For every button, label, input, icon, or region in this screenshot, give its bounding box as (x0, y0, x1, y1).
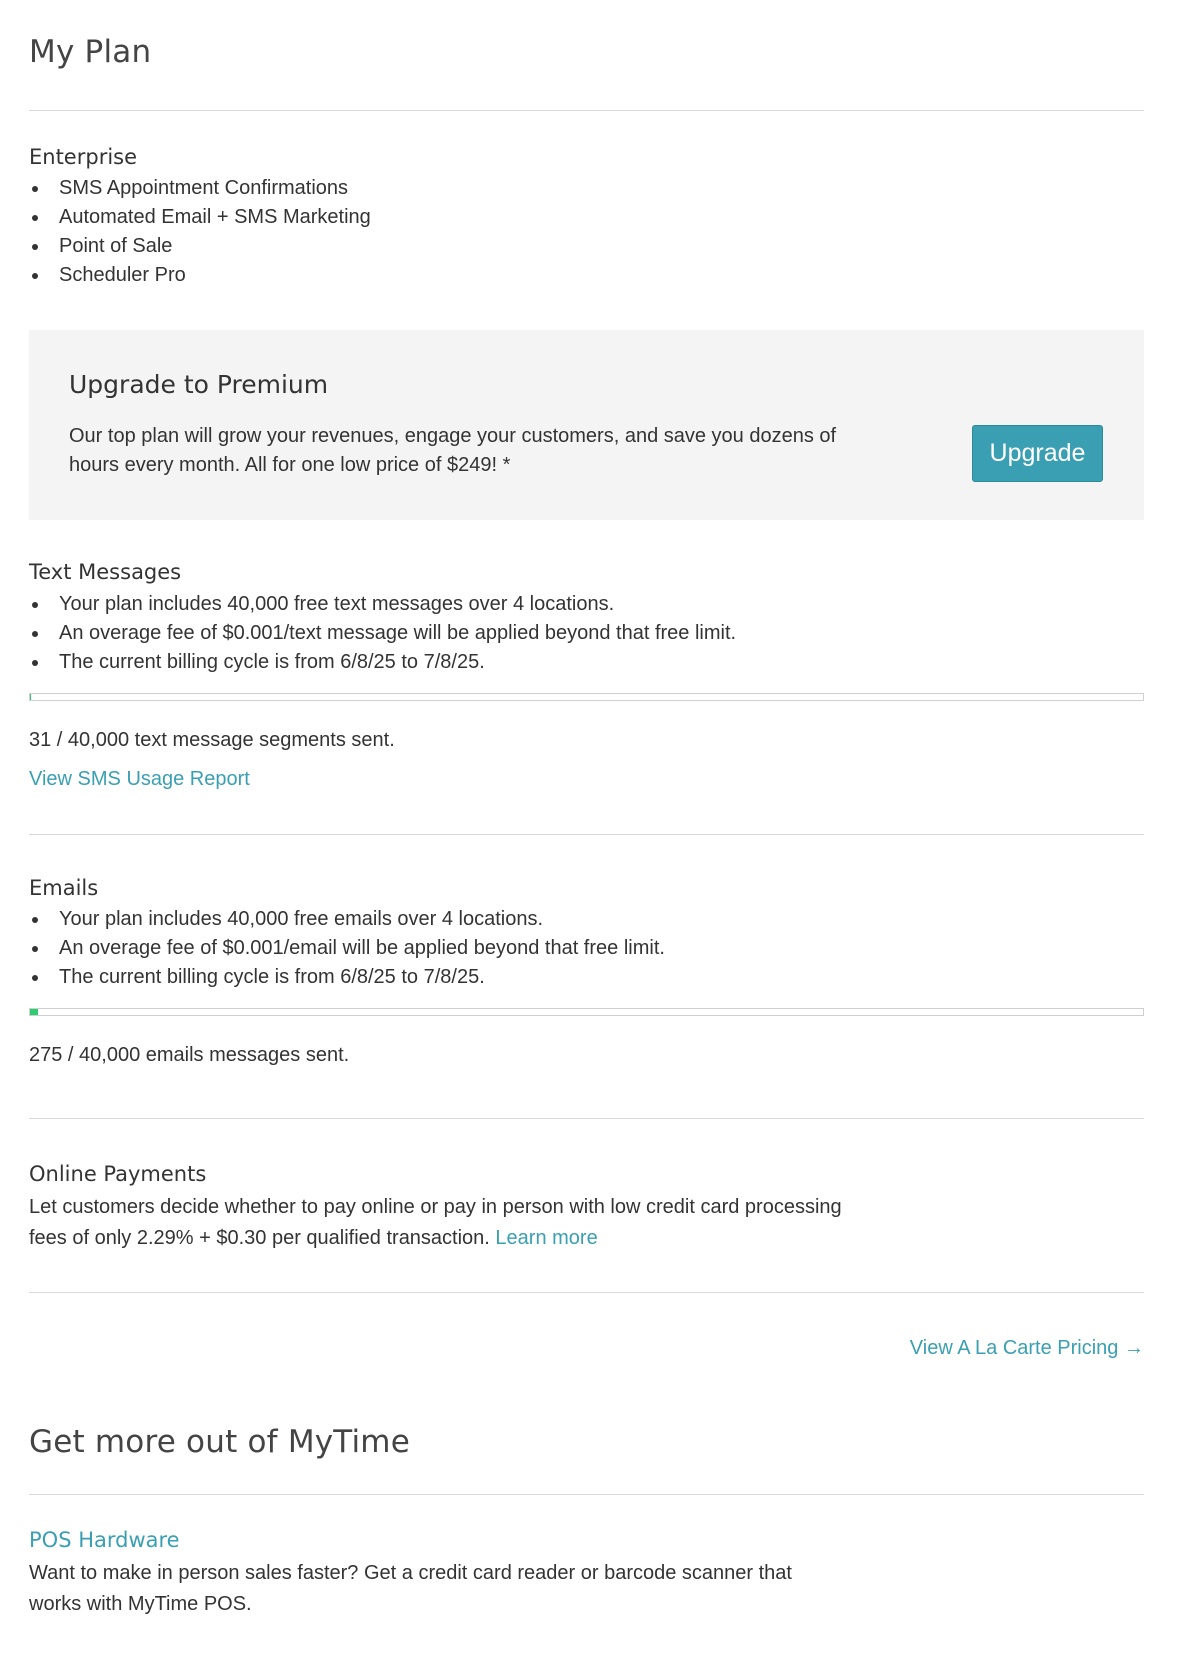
list-item (29, 619, 1029, 648)
bullet-icon (32, 946, 38, 952)
emails-info-list (29, 905, 1029, 992)
plan-feature-list (29, 174, 929, 290)
divider (29, 1118, 1144, 1119)
upgrade-title: Upgrade to Premium (69, 370, 329, 399)
bullet-icon (32, 602, 38, 608)
plan-feature-item (29, 174, 929, 203)
bullet-icon (32, 273, 38, 279)
list-item-text: Your plan includes 40,000 free text messages over 4 locations. (59, 593, 615, 615)
plan-feature-item (29, 261, 929, 290)
upgrade-description: Our top plan will grow your revenues, engage your customers, and save you dozens of hours every month. All for one low price of $249! * (69, 425, 837, 476)
divider (29, 834, 1144, 835)
emails-title: Emails (29, 876, 99, 900)
email-usage-progress-fill (30, 1009, 38, 1015)
page-title: My Plan (29, 34, 152, 70)
text-messages-info-list (29, 590, 1029, 677)
list-item-text: An overage fee of $0.001/email will be applied beyond that free limit. (59, 937, 665, 959)
bullet-icon (32, 186, 38, 192)
divider (29, 1292, 1144, 1293)
online-payments-text: Let customers decide whether to pay online or pay in person with low credit card processing fees of only 2.29% + $0.30 per qualified transaction. (29, 1196, 842, 1249)
a-la-carte-pricing-link[interactable]: View A La Carte Pricing → (909, 1337, 1144, 1359)
sms-usage-report-link[interactable]: View SMS Usage Report (29, 768, 250, 790)
list-item (29, 905, 1029, 934)
list-item-text: The current billing cycle is from 6/8/25 to 7/8/25. (59, 651, 485, 673)
bullet-icon (32, 660, 38, 666)
sms-usage-progress-bar (29, 693, 1144, 701)
bullet-icon (32, 244, 38, 250)
plan-feature-item (29, 232, 929, 261)
bullet-icon (32, 975, 38, 981)
list-item (29, 934, 1029, 963)
plan-feature-label: Automated Email + SMS Marketing (59, 206, 371, 228)
divider (29, 1494, 1144, 1495)
online-payments-description (29, 1192, 849, 1254)
bullet-icon (32, 631, 38, 637)
list-item-text: Your plan includes 40,000 free emails over 4 locations. (59, 908, 544, 930)
list-item-text: An overage fee of $0.001/text message will be applied beyond that free limit. (59, 622, 737, 644)
text-messages-title: Text Messages (29, 560, 182, 584)
upgrade-button[interactable]: Upgrade (972, 425, 1103, 482)
plan-feature-label: SMS Appointment Confirmations (59, 177, 349, 199)
list-item (29, 963, 1029, 992)
plan-feature-label: Point of Sale (59, 235, 173, 257)
email-usage-count: 275 / 40,000 emails messages sent. (29, 1044, 350, 1066)
pos-hardware-description: Want to make in person sales faster? Get a credit card reader or barcode scanner that works with MyTime POS. (29, 1562, 792, 1615)
list-item (29, 590, 1029, 619)
learn-more-link[interactable]: Learn more (495, 1227, 598, 1249)
upgrade-panel (29, 330, 1144, 520)
online-payments-title: Online Payments (29, 1162, 207, 1186)
plan-name: Enterprise (29, 145, 138, 169)
email-usage-progress-bar (29, 1008, 1144, 1016)
sms-usage-progress-fill (30, 694, 31, 700)
bullet-icon (32, 917, 38, 923)
pos-hardware-link[interactable]: POS Hardware (29, 1528, 180, 1552)
bullet-icon (32, 215, 38, 221)
get-more-title: Get more out of MyTime (29, 1424, 410, 1460)
divider (29, 110, 1144, 111)
plan-feature-label: Scheduler Pro (59, 264, 186, 286)
list-item-text: The current billing cycle is from 6/8/25 to 7/8/25. (59, 966, 485, 988)
sms-usage-count: 31 / 40,000 text message segments sent. (29, 729, 395, 751)
plan-feature-item (29, 203, 929, 232)
list-item (29, 648, 1029, 677)
